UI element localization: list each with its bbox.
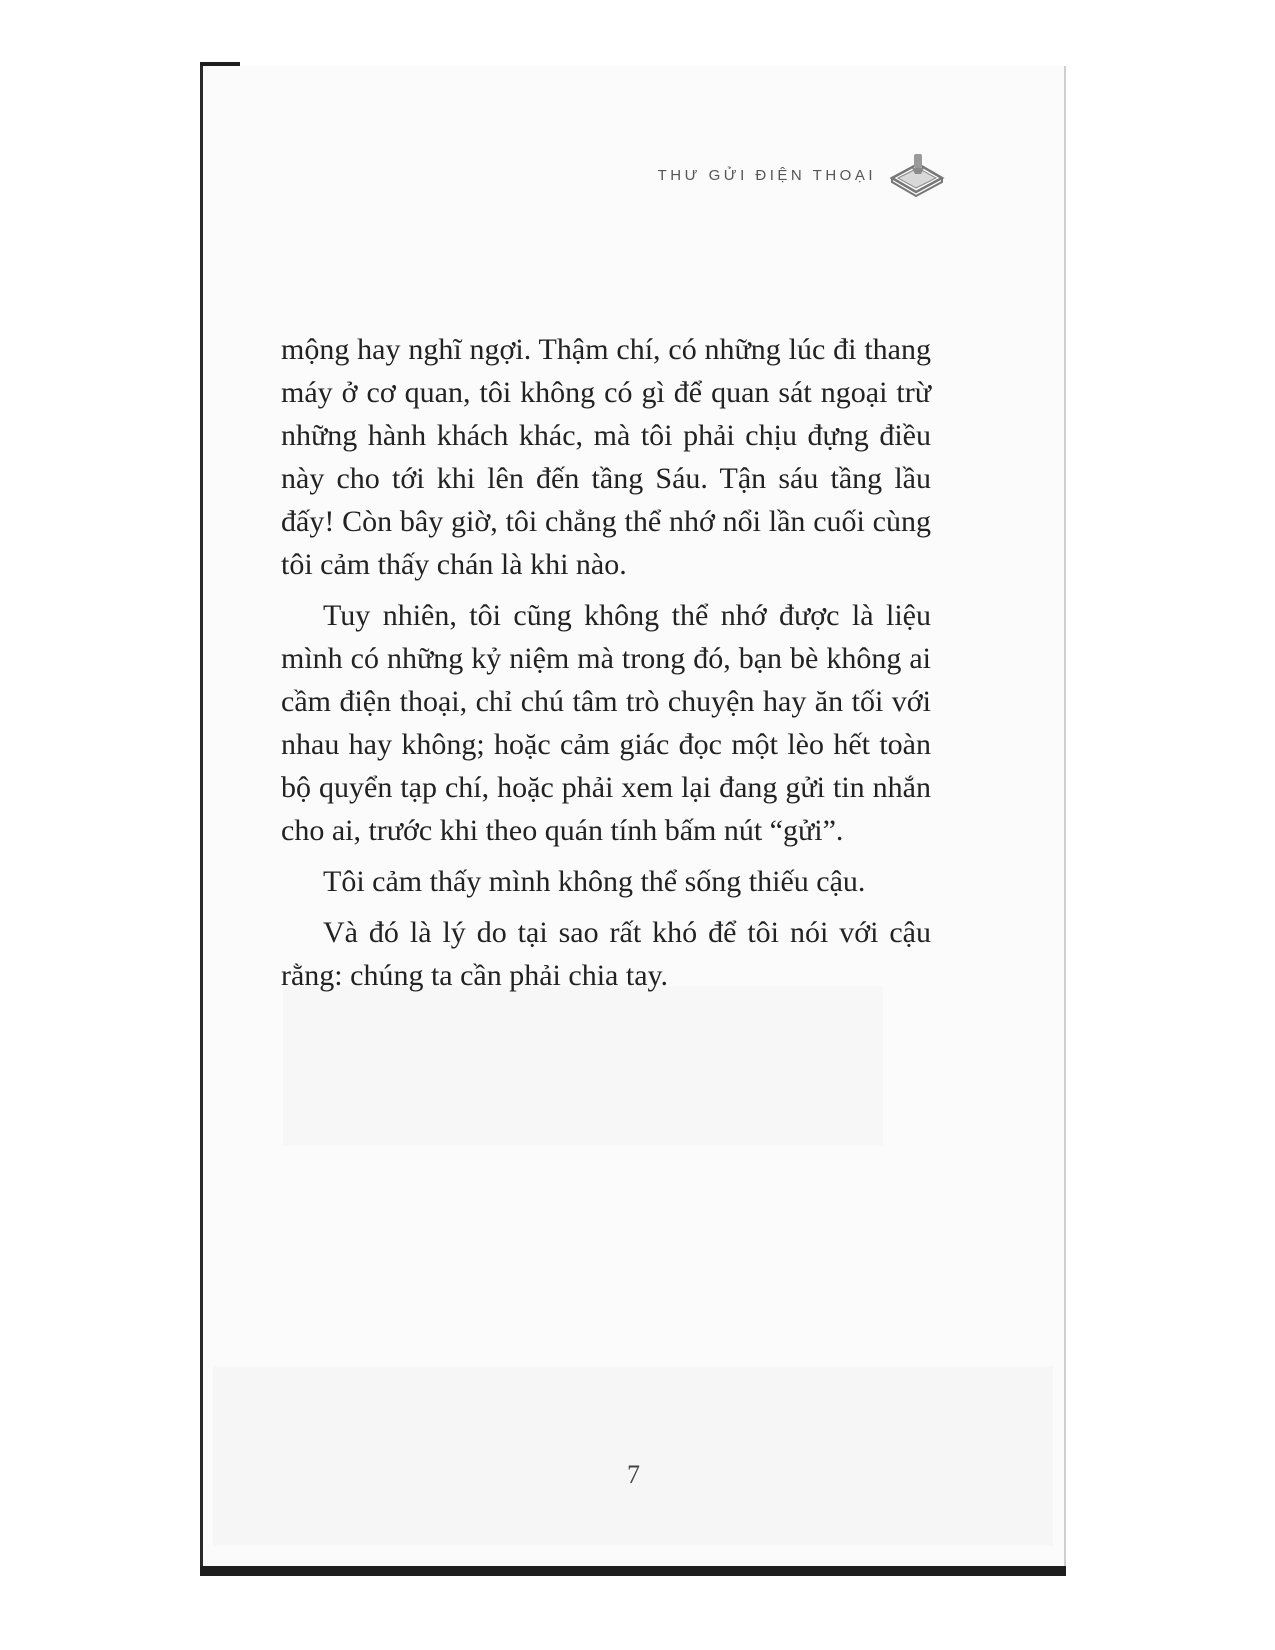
body-text — [281, 328, 931, 997]
show-through-shadow — [283, 986, 883, 1146]
paragraph: Tuy nhiên, tôi cũng không thể nhớ được là liệu mình có những kỷ niệm mà trong đó, bạn bè không ai cầm điện thoại, chỉ chú tâm trò chuyện hay ăn tối với nhau hay không; hoặc cảm giác đọc một lèo hết toàn bộ quyển tạp chí, hoặc phải xem lại đang gửi tin nhắn cho ai, trước khi theo quán tính bấm nút “gửi”. — [281, 599, 931, 847]
running-head: THƯ GỬI ĐIỆN THOẠI — [657, 166, 876, 184]
paragraph: Tôi cảm thấy mình không thể sống thiếu cậu. — [323, 865, 866, 898]
book-page — [200, 66, 1066, 1570]
page-bottom-edge — [200, 1566, 1066, 1576]
show-through-shadow — [213, 1366, 1053, 1546]
page-number: 7 — [627, 1460, 640, 1489]
paragraph: mộng hay nghĩ ngợi. Thậm chí, có những lúc đi thang máy ở cơ quan, tôi không có gì để quan sát ngoại trừ những hành khách khác, mà tôi phải chịu đựng điều này cho tới khi lên đến tầng Sáu. Tận sáu tầng lầu đấy! Còn bây giờ, tôi chẳng thể nhớ nổi lần cuối cùng tôi cảm thấy chán là khi nào. — [281, 333, 931, 581]
page-header — [658, 152, 946, 198]
phone-icon — [888, 152, 946, 198]
paragraph: Và đó là lý do tại sao rất khó để tôi nói với cậu rằng: chúng ta cần phải chia tay. — [281, 916, 931, 992]
